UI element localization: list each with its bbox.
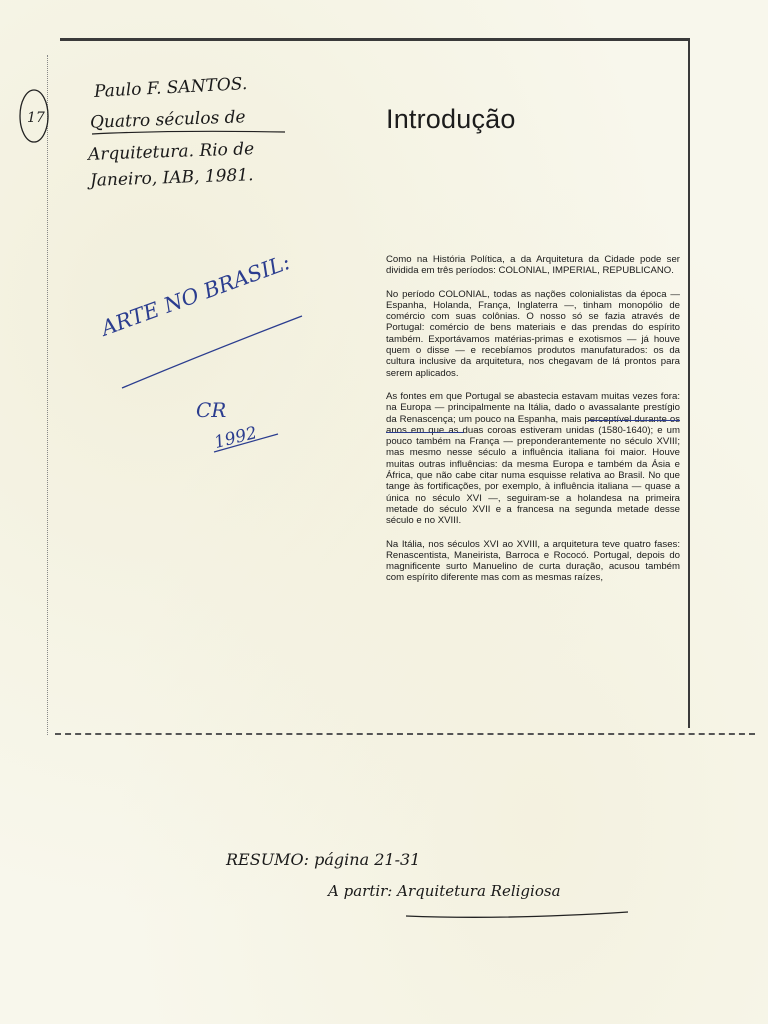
pen-underline-mark <box>386 432 464 433</box>
apartir-note: A partir: Arquitetura Religiosa <box>328 882 561 900</box>
circled-number-mark <box>14 84 54 148</box>
paragraph: Como na História Política, a da Arquitetura da Cidade pode ser dividida em três períodos: COLONIAL, IMPERIAL, REPUBLICANO. <box>386 254 680 277</box>
citation-line-2: Quatro séculos de <box>89 107 246 133</box>
frame-right-border <box>688 38 690 728</box>
paragraph: Na Itália, nos séculos XVI ao XVIII, a arquitetura teve quatro fases: Renascentista, Maneirista, Barroca e Rococó. Portugal, depois do magnificente surto Manuelino de curta duração, acusou também com espírito diferente mas com as mesmas raízes, <box>386 538 680 584</box>
arte-no-brasil-note: ARTE NO BRASIL: <box>98 249 294 341</box>
citation-line-1: Paulo F. SANTOS. <box>93 74 248 102</box>
arte-note-underline <box>118 312 308 392</box>
paragraph: No período COLONIAL, todas as nações colonialistas da época — Espanha, Holanda, França, Inglaterra —, tinham monopólio de comércio com suas colônias. O nosso só se fazia através de Portugal: comércio de bens materiais e das prendas do espírito também. Exportávamos matérias-primas e exotismos — já houve quem o disse — e recebíamos produtos manufaturados: os da cultura inclusive da arquitetura, nos chegavam de lá prontos para serem aplicados. <box>386 288 680 379</box>
year-underline <box>212 432 282 456</box>
citation-underline <box>90 130 290 136</box>
resumo-note: RESUMO: página 21-31 <box>226 850 421 869</box>
year-note: 1992 <box>212 423 260 453</box>
paragraph: As fontes em que Portugal se abastecia estavam muitas vezes fora: na Europa — principalmente na Itália, dado o avassalante prestígio da Renascença; um pouco na Espanha, mais perceptível durante os anos em que as duas coroas estiveram unidas (1580-1640); e um pouco também na França — preponderantemente no século XVIII; mas mesmo nesse século a influência italiana foi maior. Houve muitas outras influências: da mesma Europa e também da Ásia e África, que não cabe citar numa esquisse relativa ao Brasil. No que tange às fortificações, por exemplo, à influência italiana — quase a única no século XVI —, seguiram-se a holandesa na primeira metade do século XVII e a francesa na segunda metade desse século e no XVIII. <box>386 390 680 527</box>
pen-underline-mark <box>588 420 680 421</box>
citation-line-4: Janeiro, IAB, 1981. <box>89 165 254 191</box>
circled-number: 17 <box>27 110 45 126</box>
frame-left-border <box>47 55 48 735</box>
apartir-underline <box>404 904 634 924</box>
citation-line-3: Arquitetura. Rio de <box>87 139 255 165</box>
page-title: Introdução <box>386 104 516 134</box>
body-text <box>386 254 680 596</box>
frame-bottom-border <box>55 733 755 735</box>
cr-note: CR <box>196 398 227 422</box>
frame-top-border <box>60 38 690 41</box>
